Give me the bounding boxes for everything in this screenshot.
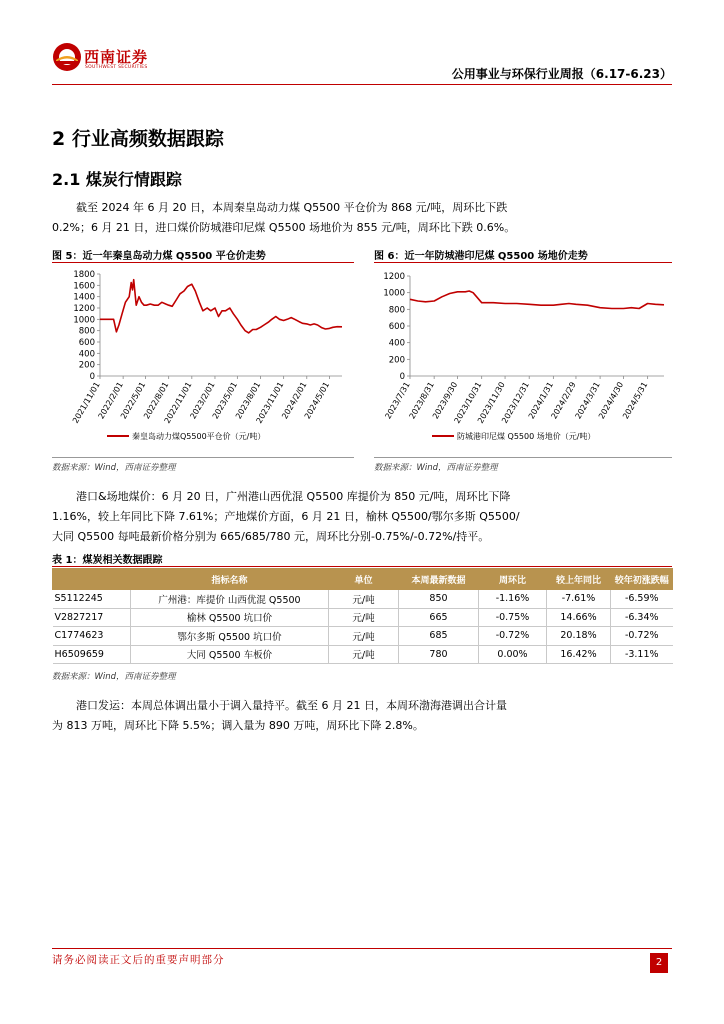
x-tick-label: 2023/8/31: [407, 380, 436, 421]
table-cell-ytd: -3.11%: [611, 645, 673, 664]
table-cell-yoy: 20.18%: [547, 627, 611, 646]
figure-5-source: 数据来源：Wind，西南证券整理: [52, 463, 176, 473]
legend-label: 秦皇岛动力煤Q5500平仓价（元/吨）: [132, 432, 266, 441]
table-cell-name: 鄂尔多斯 Q5500 坑口价: [131, 627, 329, 646]
x-tick-label: 2024/5/31: [621, 380, 650, 421]
y-tick-label: 0: [89, 372, 95, 382]
subsection-heading: 2.1 煤炭行情跟踪: [52, 170, 182, 189]
x-tick-label: 2023/11/01: [254, 380, 286, 425]
paragraph-line: 截至 2024 年 6 月 20 日，本周秦皇岛动力煤 Q5500 平仓价为 868 元/吨，周环比下跌: [76, 201, 508, 214]
y-tick-label: 800: [78, 326, 95, 337]
table-cell-latest: 665: [399, 608, 479, 627]
y-tick-label: 1800: [73, 270, 95, 280]
table-cell-latest: 685: [399, 627, 479, 646]
x-tick-label: 2023/7/31: [383, 380, 412, 421]
table-header-row: [53, 569, 673, 590]
table-source: 数据来源：Wind，西南证券整理: [52, 672, 176, 682]
x-tick-label: 2022/8/01: [142, 380, 171, 421]
table-cell-code: V2827217: [53, 608, 131, 627]
x-tick-label: 2024/5/01: [302, 380, 332, 421]
table-cell-wow: -1.16%: [479, 590, 547, 609]
table-row: [53, 627, 673, 646]
table-header-cell: 周环比: [479, 569, 547, 590]
table-cell-code: S5112245: [53, 590, 131, 609]
table-cell-unit: 元/吨: [329, 608, 399, 627]
figure-5-chart: [52, 264, 354, 456]
table-title: 表 1：煤炭相关数据跟踪: [52, 555, 163, 566]
y-tick-label: 1000: [383, 288, 405, 299]
x-tick-label: 2023/5/01: [210, 380, 240, 421]
y-tick-label: 400: [388, 338, 405, 349]
x-tick-label: 2023/10/31: [452, 380, 484, 425]
y-tick-label: 800: [388, 305, 405, 316]
table-cell-yoy: -7.61%: [547, 590, 611, 609]
brand-name-en: SOUTHWEST SECURITIES: [85, 65, 148, 70]
x-tick-label: 2024/4/30: [596, 380, 626, 421]
x-tick-label: 2023/2/01: [188, 380, 217, 421]
table-cell-code: H6509659: [53, 645, 131, 664]
table-header-cell: 较上年同比: [547, 569, 611, 590]
y-tick-label: 1200: [383, 272, 405, 282]
y-tick-label: 1200: [73, 304, 95, 314]
table-row: [53, 590, 673, 609]
header-divider: [52, 84, 672, 85]
paragraph-line: 港口发运：本周总体调出量小于调入量持平。截至 6 月 21 日，本周环渤海港调出合计量: [76, 699, 507, 712]
table-row: [53, 645, 673, 664]
table-cell-ytd: -6.59%: [611, 590, 673, 609]
table-header-cell: 较年初涨跌幅: [611, 569, 673, 590]
table-cell-name: 广州港：库提价 山西优混 Q5500: [131, 590, 329, 609]
table-cell-wow: -0.75%: [479, 608, 547, 627]
x-tick-label: 2021/11/01: [70, 380, 102, 425]
paragraph-line: 为 813 万吨，周环比下降 5.5%；调入量为 890 万吨，周环比下降 2.8%。: [52, 719, 424, 732]
paragraph-line: 1.16%，较上年同比下降 7.61%；产地煤价方面，6 月 21 日，榆林 Q5500/鄂尔多斯 Q5500/: [52, 510, 520, 523]
table-cell-code: C1774623: [53, 627, 131, 646]
y-tick-label: 200: [78, 360, 95, 371]
figure-5-bottom-rule: [52, 457, 354, 458]
table-header-cell: 单位: [329, 569, 399, 590]
paragraph-line: 大同 Q5500 每吨最新价格分别为 665/685/780 元，周环比分别-0.75%/-0.72%/持平。: [52, 530, 490, 543]
y-tick-label: 600: [388, 322, 405, 332]
disclaimer-note: 请务必阅读正文后的重要声明部分: [52, 954, 225, 966]
y-tick-label: 1400: [73, 292, 95, 303]
coal-data-table: [52, 568, 673, 664]
table-header-cell: 指标名称: [131, 569, 329, 590]
figure-5-title: 图 5：近一年秦皇岛动力煤 Q5500 平仓价走势: [52, 251, 266, 262]
x-tick-label: 2023/12/31: [500, 380, 531, 425]
x-tick-label: 2024/3/31: [573, 380, 602, 421]
figure-6-chart: [374, 264, 672, 456]
report-title: 公用事业与环保行业周报（6.17-6.23）: [451, 67, 672, 81]
footer-divider: [52, 948, 672, 949]
table-header-cell: [53, 569, 131, 590]
brand-logo: [52, 42, 162, 76]
x-tick-label: 2024/2/29: [549, 380, 578, 421]
figure-6-top-rule: [374, 262, 672, 263]
table-cell-name: 榆林 Q5500 坑口价: [131, 608, 329, 627]
legend-label: 防城港印尼煤 Q5500 场地价（元/吨）: [457, 432, 596, 441]
section-heading: 2 行业高频数据跟踪: [52, 128, 224, 150]
y-tick-label: 200: [388, 355, 405, 366]
figure-6-source: 数据来源：Wind，西南证券整理: [374, 463, 498, 473]
table-cell-yoy: 14.66%: [547, 608, 611, 627]
table-cell-name: 大同 Q5500 车板价: [131, 645, 329, 664]
brand-name-cn: 西南证券: [84, 48, 149, 66]
table-cell-latest: 850: [399, 590, 479, 609]
paragraph-line: 0.2%；6 月 21 日，进口煤价防城港印尼煤 Q5500 场地价为 855 元/吨，周环比下跌 0.6%。: [52, 221, 516, 234]
x-tick-label: 2022/5/01: [118, 380, 148, 421]
x-tick-label: 2022/2/01: [96, 380, 125, 421]
x-tick-label: 2024/1/31: [526, 380, 556, 421]
y-tick-label: 1600: [73, 281, 95, 292]
x-tick-label: 2023/8/01: [233, 380, 263, 421]
table-cell-yoy: 16.42%: [547, 645, 611, 664]
table-cell-ytd: -6.34%: [611, 608, 673, 627]
x-tick-label: 2023/11/30: [475, 380, 507, 425]
series-line: [100, 280, 342, 333]
figure-6-title: 图 6：近一年防城港印尼煤 Q5500 场地价走势: [374, 251, 588, 262]
table-row: [53, 608, 673, 627]
table-cell-unit: 元/吨: [329, 627, 399, 646]
series-line: [410, 291, 664, 309]
table-cell-wow: -0.72%: [479, 627, 547, 646]
table-cell-wow: 0.00%: [479, 645, 547, 664]
brand-logo-icon: [52, 42, 82, 72]
x-tick-label: 2023/9/30: [430, 380, 460, 421]
table-cell-ytd: -0.72%: [611, 627, 673, 646]
figure-6-bottom-rule: [374, 457, 672, 458]
table-top-rule: [52, 566, 672, 567]
y-tick-label: 400: [78, 349, 95, 360]
figure-5-top-rule: [52, 262, 354, 263]
table-header-cell: 本周最新数据: [399, 569, 479, 590]
y-tick-label: 1000: [73, 315, 95, 326]
table-cell-unit: 元/吨: [329, 590, 399, 609]
x-tick-label: 2022/11/01: [162, 380, 194, 425]
y-tick-label: 600: [78, 338, 95, 348]
table-cell-unit: 元/吨: [329, 645, 399, 664]
page-number: 2: [650, 953, 668, 973]
table-cell-latest: 780: [399, 645, 479, 664]
y-tick-label: 0: [399, 372, 405, 382]
x-tick-label: 2024/2/01: [280, 380, 309, 421]
paragraph-line: 港口&场地煤价：6 月 20 日，广州港山西优混 Q5500 库提价为 850 元/吨，周环比下降: [76, 490, 511, 503]
